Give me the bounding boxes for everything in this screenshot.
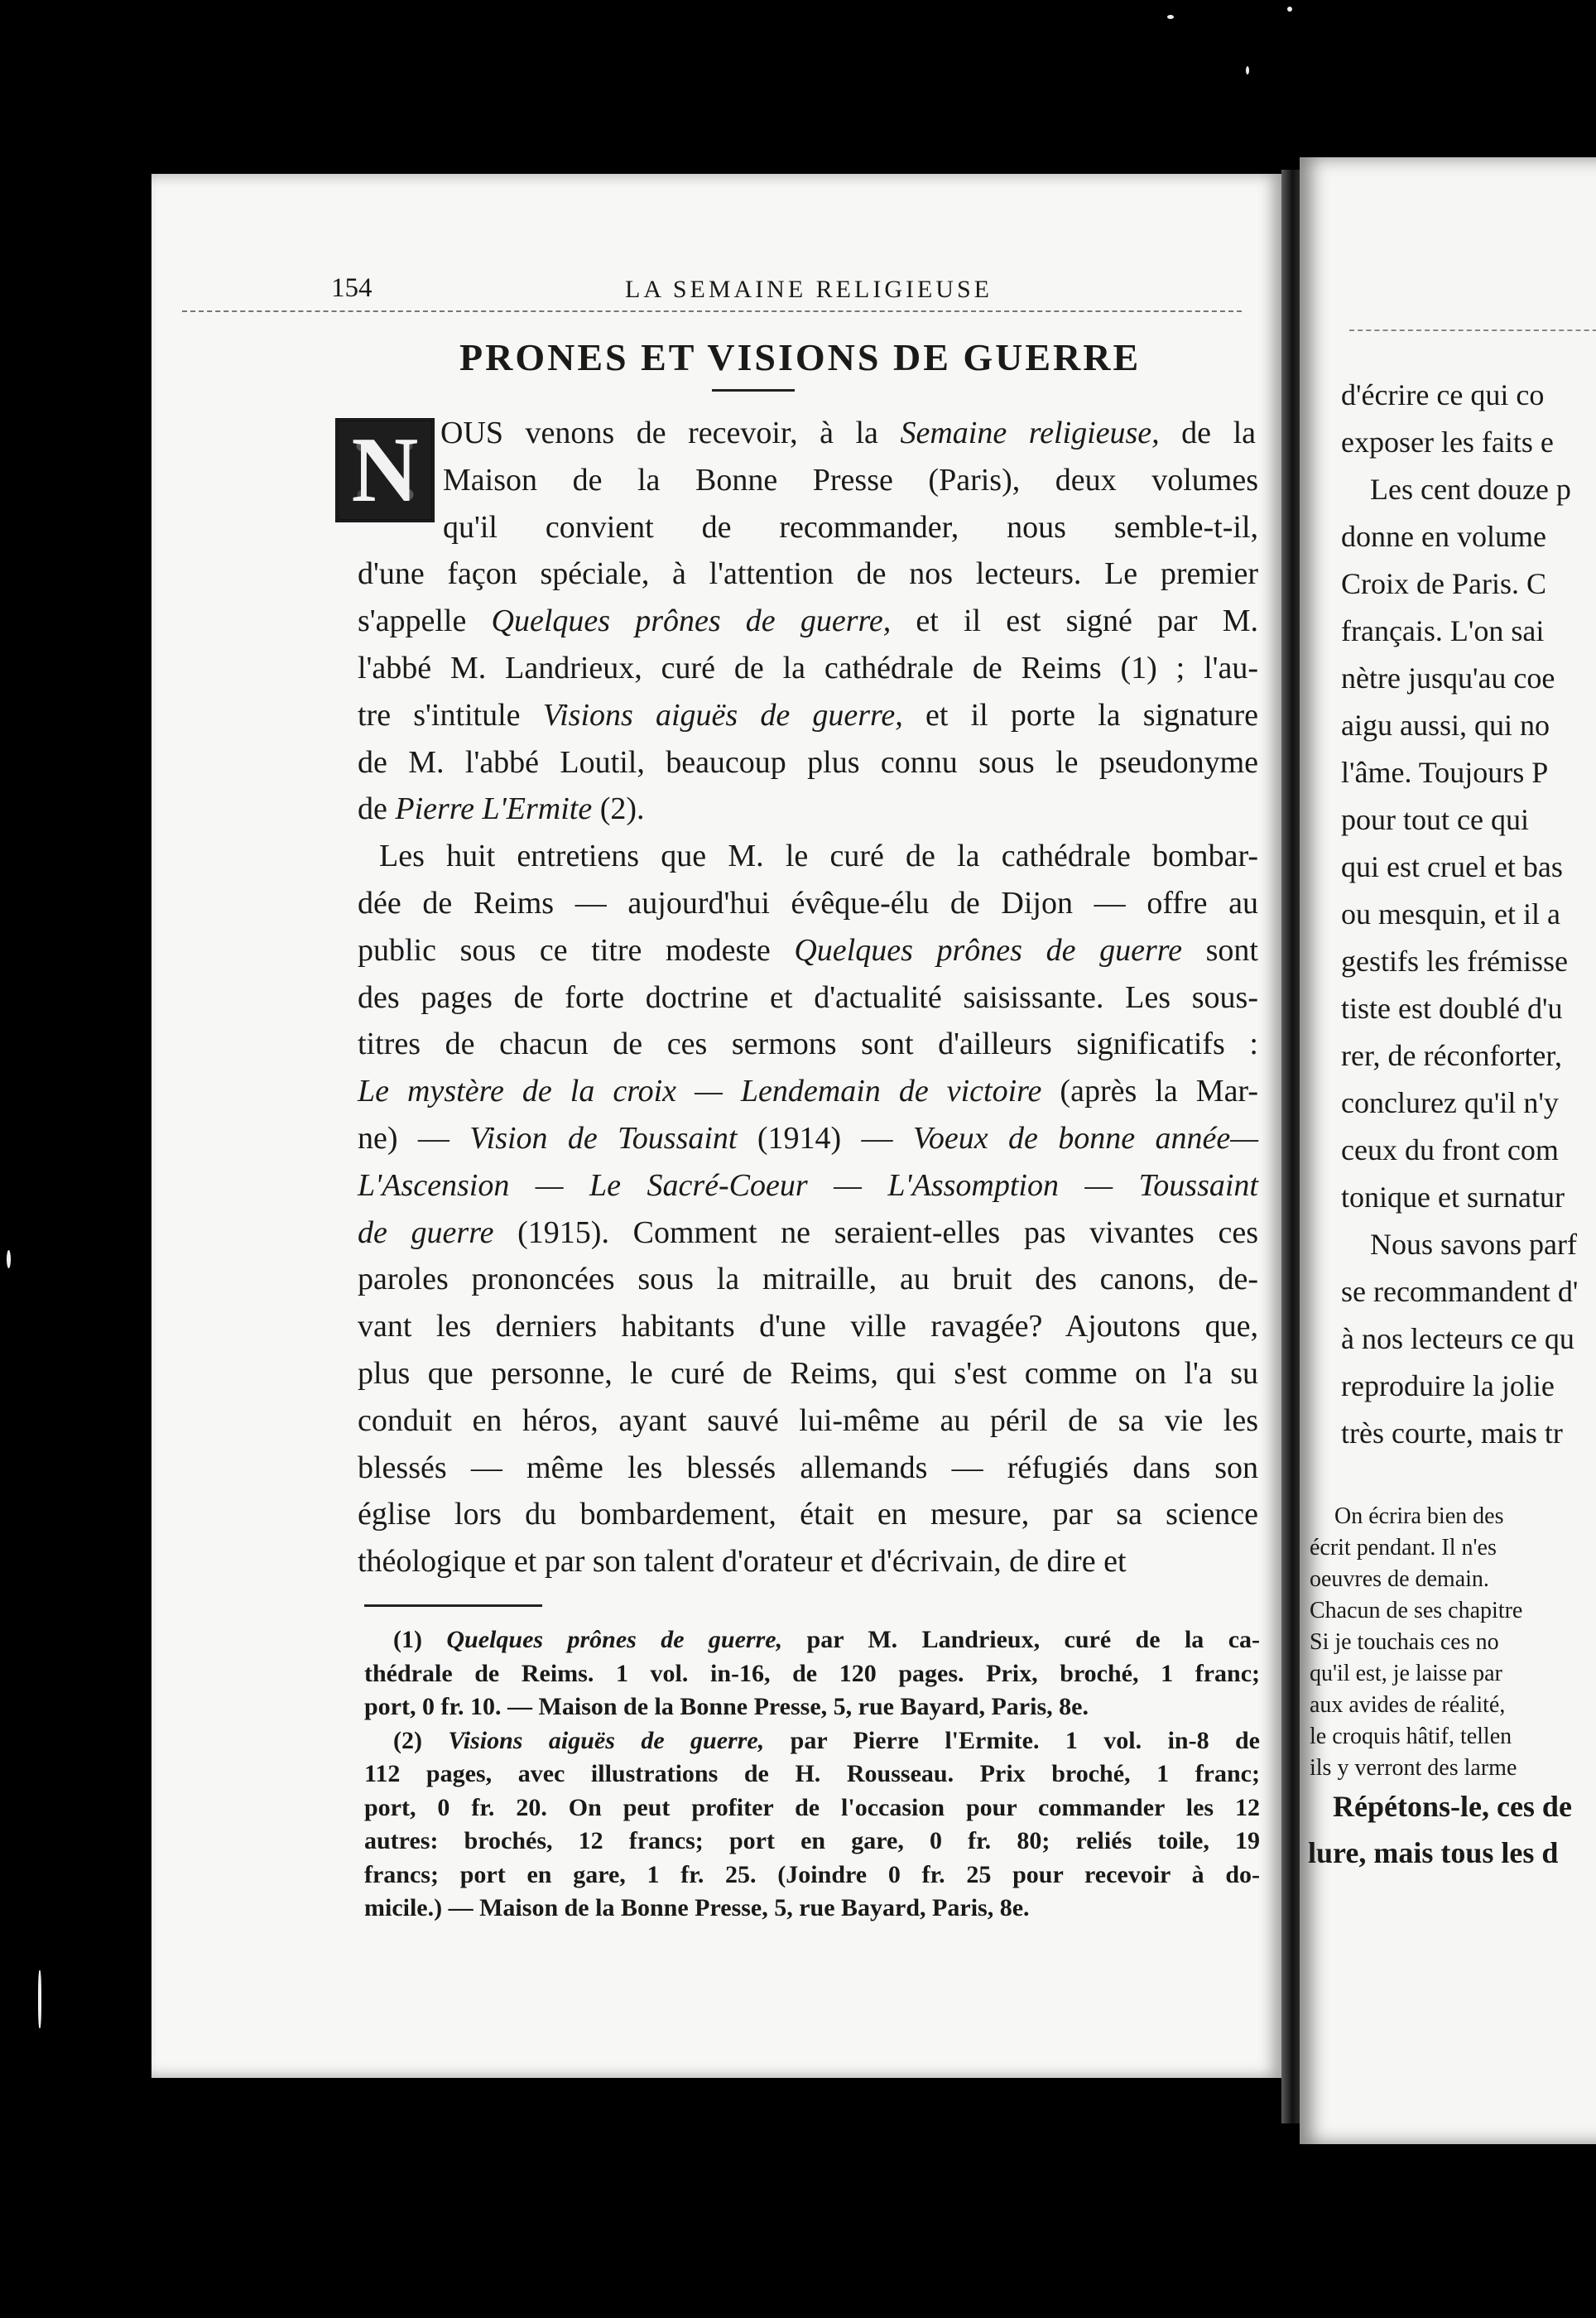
right-page-line: reproduire la jolie [1341,1369,1555,1402]
right-page-line: conclurez qu'il n'y [1341,1086,1559,1119]
italic-title: Semaine religieuse, [900,416,1160,450]
right-page-line: Les cent douze p [1370,473,1571,506]
text-run: (1) [393,1626,447,1653]
text-run: vant les derniers habitants d'une ville ravagée? Ajoutons que, [358,1309,1258,1344]
body-line [358,1072,1258,1110]
right-page-line: lure, mais tous les d [1308,1836,1559,1869]
right-page-line: Répétons-le, ces de [1333,1790,1572,1823]
book-gutter [1281,170,1300,2123]
text-run: blessés — même les blessés allemands — réfugiés dans son [358,1450,1258,1485]
right-header-rule [1349,329,1596,331]
text-run: église lors du bombardement, était en mesure, par sa science [358,1497,1258,1532]
text-run: qu'il convient de recommander, nous semble-t-il, [443,509,1258,545]
text-run: (1915). Comment ne seraient-elles pas vivantes ces [493,1214,1258,1250]
italic-title: Quelques prônes de guerre, [446,1626,783,1653]
body-line [358,555,1258,593]
italic-title: Pierre L'Ermite [395,791,593,827]
running-head: LA SEMAINE RELIGIEUSE [625,276,993,303]
body-line [358,1495,1258,1533]
body-line [440,414,1256,452]
right-page-line: Nous savons parf [1370,1228,1577,1261]
dropcap-ornament: N [335,418,435,522]
right-page-line: pour tout ce qui [1341,803,1529,836]
right-page-line: qui est cruel et bas [1341,850,1563,883]
body-line [358,602,1258,640]
body-line [358,884,1258,922]
footnote-line [364,1792,1260,1824]
text-run: par Pierre l'Ermite. 1 vol. in-8 de [764,1726,1260,1754]
body-line [358,1542,1258,1580]
text-run: tre s'intitule [358,697,543,733]
text-run: (2). [592,791,645,827]
italic-title: L'Ascension — Le Sacré-Coeur — L'Assomption — Toussaint [358,1167,1258,1203]
right-page-line: Si je touchais ces no [1310,1629,1499,1655]
footnote-line [364,1658,1260,1690]
text-run: s'appelle [358,604,492,639]
footnote-line [364,1859,1260,1891]
italic-title: Visions aiguës de guerre, [448,1726,765,1754]
body-line [358,1119,1258,1157]
right-page-line: aigu aussi, qui no [1341,709,1550,742]
body-line [358,649,1258,687]
text-run: dée de Reims — aujourd'hui évêque-élu de Dijon — offre au [358,886,1258,921]
right-page-line: oeuvres de demain. [1310,1566,1489,1592]
right-page-line: tonique et surnatur [1341,1181,1565,1214]
right-page-line: d'écrire ce qui co [1341,378,1545,411]
right-page-line: tiste est doublé d'u [1341,992,1563,1025]
body-line [358,1307,1258,1345]
scan-speck [1287,7,1292,12]
footnote-line [393,1725,1260,1757]
italic-title: de guerre [358,1214,494,1250]
page-number: 154 [331,273,373,303]
footnote-line [393,1624,1260,1656]
footnote-line [364,1892,1260,1924]
text-run: et il porte la signature [902,697,1258,733]
text-run: conduit en héros, ayant sauvé lui-même au péril de sa vie les [358,1402,1258,1438]
body-line [358,1025,1258,1063]
text-run: autres: brochés, 12 francs; port en gare, 0 fr. 80; reliés toile, 19 [364,1827,1260,1854]
italic-title: Voeux de bonne année— [912,1121,1258,1156]
footnote-line [364,1758,1260,1790]
text-run: paroles prononcées sous la mitraille, au bruit des canons, de- [358,1262,1258,1297]
text-run: par M. Landrieux, curé de la ca- [782,1626,1260,1653]
right-page-line: Chacun de ses chapitre [1310,1598,1523,1623]
text-run: OUS venons de recevoir, à la [440,416,901,450]
right-page-line: le croquis hâtif, tellen [1310,1724,1512,1749]
text-run: de [358,791,396,827]
right-page-line: français. L'on sai [1341,614,1545,647]
right-page-line: ils y verront des larme [1310,1755,1517,1781]
body-line [358,1214,1258,1252]
scan-speck [1167,15,1174,19]
italic-title: Le mystère de la croix — Lendemain de victoire [358,1074,1042,1109]
text-run: et il est signé par M. [891,604,1258,639]
footnote-rule [364,1604,542,1607]
right-page-line: nètre jusqu'au coe [1341,661,1555,695]
right-page-line: rer, de réconforter, [1341,1039,1562,1072]
text-run: sont [1182,932,1258,968]
text-run: (2) [393,1726,449,1754]
text-run: d'une façon spéciale, à l'attention de nos lecteurs. Le premier [358,556,1258,592]
text-run: de la [1159,416,1257,450]
right-page-line: On écrira bien des [1334,1503,1504,1529]
right-page-line: se recommandent d' [1341,1275,1579,1308]
header-rule [182,310,1242,312]
right-page-line: donne en volume [1341,520,1546,553]
text-run: titres de chacun de ces sermons sont d'ailleurs significatifs : [358,1027,1258,1062]
text-run: francs; port en gare, 1 fr. 25. (Joindre 0 fr. 25 pour recevoir à do- [364,1860,1260,1888]
right-page-line: ou mesquin, et il a [1341,897,1560,931]
scan-speck [7,1250,11,1268]
footnote-line [364,1825,1260,1857]
right-page-line: qu'il est, je laisse par [1310,1661,1502,1686]
scan-speck [38,1970,41,2028]
text-run: Les huit entretiens que M. le curé de la cathédrale bombar- [379,839,1258,874]
body-line [358,1402,1258,1440]
body-line [358,1260,1258,1298]
body-line [358,1449,1258,1487]
text-run: port, 0 fr. 10. — Maison de la Bonne Presse, 5, rue Bayard, Paris, 8e. [364,1693,1089,1720]
scan-speck [1246,66,1249,75]
body-line [358,931,1258,969]
body-line [358,696,1258,734]
text-run: ne) — [358,1121,470,1156]
text-run: Maison de la Bonne Presse (Paris), deux volumes [443,462,1258,498]
right-page-line: aux avides de réalité, [1310,1692,1506,1718]
text-run: thédrale de Reims. 1 vol. in-16, de 120 pages. Prix, broché, 1 franc; [364,1659,1260,1687]
body-line [358,790,1258,828]
body-line [358,1354,1258,1392]
right-page-line: à nos lecteurs ce qu [1341,1322,1574,1355]
text-run: plus que personne, le curé de Reims, qui s'est comme on l'a su [358,1356,1258,1391]
title-rule [712,389,795,392]
text-run: des pages de forte doctrine et d'actualité saisissante. Les sous- [358,979,1258,1015]
body-line [379,837,1258,875]
text-run: public sous ce titre modeste [358,932,795,968]
article-title: PRONES ET VISIONS DE GUERRE [459,336,1142,378]
right-page-line: exposer les faits e [1341,426,1554,459]
italic-title: Quelques prônes de guerre [794,932,1182,968]
right-page-line: Croix de Paris. C [1341,567,1546,600]
text-run: (1914) — [737,1121,913,1156]
right-page-line: gestifs les frémisse [1341,945,1568,978]
text-run: (après la Mar- [1041,1074,1258,1109]
text-run: théologique et par son talent d'orateur et d'écrivain, de dire et [358,1544,1127,1580]
italic-title: Vision de Toussaint [469,1121,738,1156]
body-line [443,461,1258,499]
text-run: de M. l'abbé Loutil, beaucoup plus connu sous le pseudonyme [358,744,1258,780]
text-run: l'abbé M. Landrieux, curé de la cathédrale de Reims (1) ; l'au- [358,651,1258,685]
right-page-line: ceux du front com [1341,1133,1559,1166]
italic-title: Visions aiguës de guerre, [542,697,903,733]
text-run: port, 0 fr. 20. On peut profiter de l'occasion pour commander les 12 [364,1793,1260,1821]
text-run: micile.) — Maison de la Bonne Presse, 5, rue Bayard, Paris, 8e. [364,1894,1030,1921]
footnote-line [364,1691,1260,1723]
text-run: 112 pages, avec illustrations de H. Rousseau. Prix broché, 1 franc; [364,1760,1260,1787]
right-page-line: l'âme. Toujours P [1341,756,1549,789]
body-line [443,508,1258,546]
right-page-line: écrit pendant. Il n'es [1310,1535,1497,1561]
body-line [358,743,1258,781]
right-page-line: très courte, mais tr [1341,1416,1563,1450]
italic-title: Quelques prônes de guerre, [491,604,892,639]
body-line [358,1166,1258,1205]
body-line [358,979,1258,1017]
